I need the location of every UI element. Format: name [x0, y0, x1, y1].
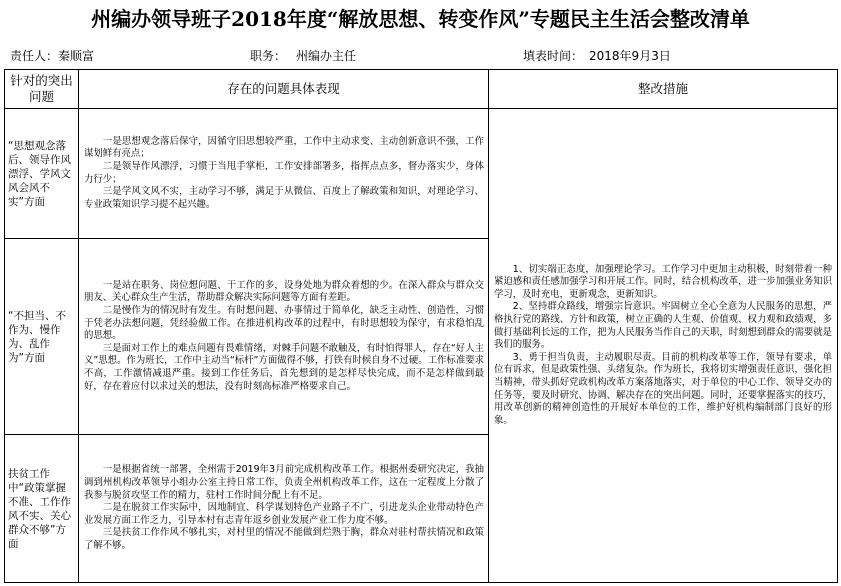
measure-item: 3、勇于担当负责，主动履职尽责。目前的机构改革等工作，领导有要求，单位有诉求，但是政策性强、头绪复杂。作为班长，我将切实增强责任意识，强化担当精神，带头抓好党政机构改革方案落地落实，对于单位的中心工作、领导交办的任务等，要及时研究、协调、解决存在的突出问题。同时，还要掌握落实的技巧，用改革创新的精神创造性的开展好本单位的工作，维护好机构编制部门良好的形象。 [494, 351, 832, 426]
row-problems [79, 109, 489, 239]
problem-item: 二是在脱贫工作实际中，因地制宜、科学谋划特色产业路子不广，引进龙头企业带动特色产业发展方面工作乏力，引导本村有志青年返乡创业发展产业工作力度不够。 [84, 502, 484, 526]
row-category: 扶贫工作中“政策掌握不准、工作作风不实、关心群众不够”方面 [5, 435, 79, 583]
header-problems: 存在的问题具体表现 [79, 70, 489, 109]
problem-item: 二是领导作风漂浮，习惯于当甩手掌柜，工作安排部署多，指挥点点多，督办落实少，身体力行少； [84, 160, 484, 185]
header-measures: 整改措施 [489, 70, 838, 109]
responsible-value: 秦顺富 [58, 49, 95, 63]
problem-item: 一是思想观念落后保守，因循守旧思想较严重，工作中主动求变、主动创新意识不强，工作谋划鲜有亮点； [84, 135, 484, 160]
date-info [523, 47, 671, 65]
problem-item: 二是慢作为的情况时有发生。有时想问题、办事情过于简单化，缺乏主动性、创造性，习惯于凭老办法想问题，凭经验做工作。在推进机构改革的过程中，有时思想较为保守，有求稳怕乱的思想。 [84, 305, 484, 342]
date-value: 2018年9月3日 [589, 49, 671, 63]
page-title: 州编办领导班子2018年度“解放思想、转变作风”专题民主生活会整改清单 [91, 7, 750, 31]
row-category: “不担当、不作为、慢作为、乱作为”方面 [5, 239, 79, 435]
problem-item: 三是学风文风不实，主动学习不够，满足于从微信、百度上了解政策和知识，对理论学习、专业政策知识学习提不起兴趣。 [84, 186, 484, 210]
position-label: 职务： [250, 49, 287, 63]
problem-item: 一是根据省统一部署，全州需于2019年3月前完成机构改革工作。根据州委研究决定，我抽调到州机构改革领导小组办公室主持日常工作，负责全州机构改革工作，这在一定程度上分散了我参与脱贫攻坚工作的精力，驻村工作时间分配上有不足。 [84, 464, 484, 501]
table-row [5, 109, 838, 239]
date-label: 填表时间： [523, 49, 584, 63]
measure-item: 2、坚持群众路线，增强宗旨意识。牢固树立全心全意为人民服务的思想，严格执行党的路线、方针和政策，树立正确的人生观、价值观、权力观和政绩观，多做打基础利长远的工作，把为人民服务当作自己的天职，时刻想到群众的需要就是我们的服务。 [494, 301, 832, 351]
measure-item: 1、切实端正态度，加强理论学习。工作学习中更加主动积极，时刻带着一种紧迫感和责任感加强学习和开展工作。同时，结合机构改革，进一步加强业务知识学习，及时充电，更新观念，更新知识。 [494, 263, 832, 300]
measures-cell [489, 109, 838, 583]
table-header-row [5, 70, 838, 109]
header-category: 针对的突出问题 [5, 70, 79, 109]
problem-item: 三是扶贫工作作风不够扎实，对村里的情况不能做到烂熟于胸，群众对驻村帮扶情况和政策了解不够。 [84, 527, 484, 551]
problem-item: 三是面对工作上的难点问题有畏难情绪，对棘手问题不敢触及，有时怕得罪人，存在“好人主义”思想。作为班长，工作中主动当“标杆”方面做得不够，打铁有时候自身不过硬。工作标准要求不高，工作激情减退严重。接到工作任务后，首先想到的是怎样尽快完成，而不是怎样做到最好，存在着应付以求过关的想法，没有时刻高标准严格要求自己。 [84, 342, 484, 392]
row-problems [79, 239, 489, 435]
responsible-label: 责任人： [10, 49, 59, 63]
row-problems [79, 435, 489, 583]
position-value: 州编办主任 [296, 49, 357, 63]
responsible-info [10, 47, 94, 65]
problem-item: 一是站在职务、岗位想问题、干工作的多，设身处地为群众着想的少。在深入群众与群众交朋友、关心群众生产生活，帮助群众解决实际问题等方面有差距。 [84, 279, 484, 304]
row-category: “思想观念落后、领导作风漂浮、学风文风会风不实”方面 [5, 109, 79, 239]
position-info [250, 47, 356, 65]
rectification-table [4, 69, 838, 583]
